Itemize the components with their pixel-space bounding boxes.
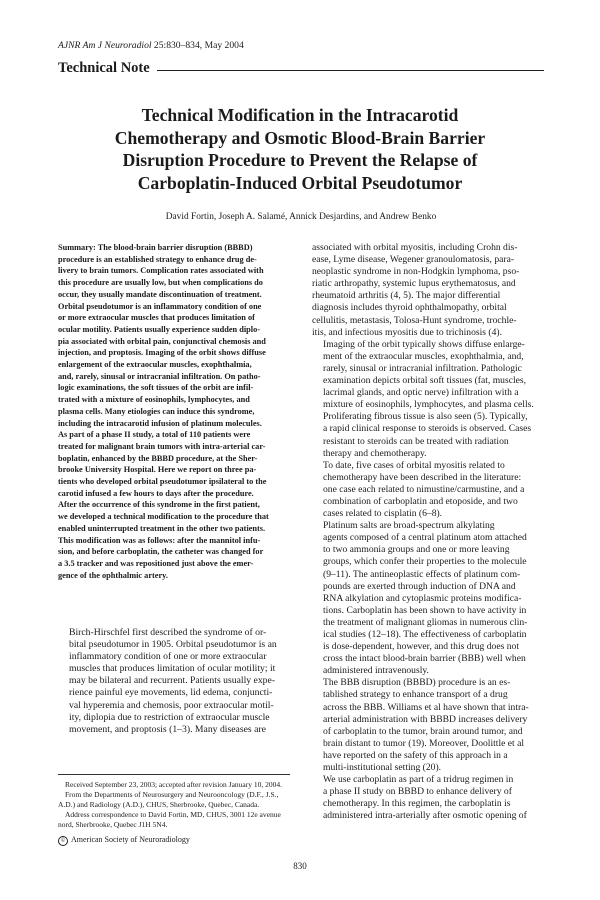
body-line: administered intra-arterially after osmotic opening of bbox=[323, 810, 527, 822]
body-paragraph bbox=[312, 774, 546, 822]
abstract-line: After the occurrence of this syndrome in the first patient, bbox=[58, 500, 260, 510]
body-paragraph bbox=[312, 460, 546, 520]
abstract-line: treated for malignant brain tumors with intra-arterial car- bbox=[58, 441, 266, 451]
body-line: rience painful eye movements, lid edema, conjuncti- bbox=[69, 687, 273, 699]
abstract-line: carotid infused a few hours to days after the procedure. bbox=[58, 488, 254, 498]
abstract-line: enabled uninterrupted treatment in the other two patients. bbox=[58, 523, 266, 533]
copyright-text: American Society of Neuroradiology bbox=[71, 835, 190, 844]
body-line: To date, five cases of orbital myositis related to bbox=[323, 459, 505, 471]
body-line: itis, and infectious myositis due to trichinosis (4). bbox=[312, 326, 502, 338]
author-list: David Fortin, Joseph A. Salamé, Annick Desjardins, and Andrew Benko bbox=[165, 212, 437, 222]
body-line: resistant to steroids can be treated with radiation bbox=[323, 435, 509, 447]
page-number: 830 bbox=[293, 861, 307, 871]
body-line: Platinum salts are broad-spectrum alkylating bbox=[323, 520, 495, 532]
body-paragraph bbox=[312, 339, 546, 460]
body-line: rheumatoid arthritis (4, 5). The major differential bbox=[312, 290, 501, 302]
body-line: cases related to cisplatin (6–8). bbox=[323, 508, 443, 520]
introduction-paragraph bbox=[58, 627, 294, 736]
abstract-line: Orbital pseudotumor is an inflammatory condition of one bbox=[58, 301, 262, 311]
body-line: brain distant to tumor (19). Moreover, Doolittle et al bbox=[323, 737, 525, 749]
journal-citation bbox=[58, 40, 244, 51]
body-line: of carboplatin to the tumor, brain around tumor, and bbox=[323, 725, 523, 737]
body-line: RNA alkylation and cytoplasmic proteins modifica- bbox=[323, 592, 522, 604]
body-line: a rapid clinical response to steroids is observed. Cases bbox=[323, 423, 532, 435]
abstract-line: a 3.5 tracker and was repositioned just above the emer- bbox=[58, 558, 254, 568]
body-line: Proliferating fibrous tissue is also seen (5). Typically, bbox=[323, 411, 528, 423]
body-line: The BBB disruption (BBBD) procedure is an es- bbox=[323, 677, 511, 689]
body-line: lacrimal glands, and optic nerve) infiltration with a bbox=[323, 387, 519, 399]
body-line: therapy and chemotherapy. bbox=[323, 447, 427, 459]
abstract-line: and, rarely, sinusal or intracranial infiltration. On patho- bbox=[58, 371, 261, 381]
footnotes bbox=[58, 780, 294, 830]
body-line: val hyperemia and chemosis, poor extraocular motil- bbox=[69, 699, 274, 711]
body-line: ical studies (12–18). The effectiveness of carboplatin bbox=[323, 629, 527, 640]
copyright-notice bbox=[58, 835, 190, 846]
abstract-line: occur, they usually mandate discontinuation of treatment. bbox=[58, 289, 262, 299]
body-line: to two ammonia groups and one or more leaving bbox=[323, 544, 510, 556]
abstract-line: procedure is an established strategy to enhance drug de- bbox=[58, 254, 257, 264]
body-line: inflammatory condition of one or more extraocular bbox=[69, 651, 267, 663]
body-line: chemotherapy. In this regimen, the carboplatin is bbox=[323, 798, 511, 810]
body-line: cross the intact blood-brain barrier (BBB) well when bbox=[323, 653, 526, 665]
abstract-line: boplatin, enhanced by the BBBD procedure, at the Sher- bbox=[58, 453, 258, 463]
abstract-line: we developed a technical modification to the procedure that bbox=[58, 512, 269, 522]
body-line: cellulitis, metastasis, Tolosa-Hunt syndrome, trochle- bbox=[312, 314, 517, 326]
abstract-line: including the intracarotid infusion of platinum molecules. bbox=[58, 418, 262, 428]
body-line: the treatment of malignant gliomas in numerous clin- bbox=[323, 616, 528, 628]
body-line: examination depicts orbital soft tissues (fat, muscles, bbox=[323, 375, 527, 387]
title-line: Chemotherapy and Osmotic Blood-Brain Barrier bbox=[114, 127, 486, 148]
body-line: combination of carboplatin and etoposide, and two bbox=[323, 495, 518, 507]
body-line: a phase II study on BBBD to enhance delivery of bbox=[323, 786, 512, 798]
body-line: Birch-Hirschfel first described the syndrome of or- bbox=[69, 627, 267, 638]
body-line: ment of the extraocular muscles, exophthalmia, and, bbox=[323, 350, 524, 362]
abstract-line: ocular motility. Patients usually experience sudden diplo- bbox=[58, 324, 260, 334]
abstract-line: this procedure are usually low, but when complications do bbox=[58, 278, 263, 288]
body-line: muscles that produces limitation of ocular motility; it bbox=[69, 663, 276, 675]
section-label: Technical Note bbox=[58, 60, 150, 76]
body-line: across the BBB. Williams et al have shown that intra- bbox=[323, 701, 529, 713]
body-line: We use carboplatin as part of a tridrug regimen in bbox=[323, 774, 514, 786]
journal-issue: 25:830–834, May 2004 bbox=[151, 40, 244, 51]
body-paragraph bbox=[312, 242, 546, 339]
right-column bbox=[312, 242, 546, 823]
body-line: diagnosis includes thyroid ophthalmopathy, orbital bbox=[312, 302, 507, 314]
body-line: bital pseudotumor in 1905. Orbital pseudotumor is an bbox=[69, 639, 277, 651]
footnote: Address correspondence to David Fortin, MD, CHUS, 3001 12e avenue nord, Sherbrooke, Quebec J1H 5N4. bbox=[58, 810, 281, 829]
abstract bbox=[58, 242, 294, 581]
footnote: From the Departments of Neurosurgery and Neurooncology (D.F., J.S., A.D.) and Radiology (A.D.), CHUS, Sherbrooke, Quebec, Canada. bbox=[58, 790, 279, 809]
body-line: movement, and proptosis (1–3). Many diseases are bbox=[69, 723, 266, 735]
title-line: Disruption Procedure to Prevent the Relapse of bbox=[122, 150, 478, 171]
body-line: chemotherapy have been described in the literature: bbox=[323, 471, 522, 483]
article-title bbox=[70, 104, 530, 194]
abstract-line: Summary: The blood-brain barrier disruption (BBBD) bbox=[58, 243, 253, 252]
footnote: Received September 23, 2003; accepted after revision January 10, 2004. bbox=[65, 780, 283, 789]
abstract-line: enlargement of the extraocular muscles, exophthalmia, bbox=[58, 360, 252, 370]
abstract-line: brooke University Hospital. Here we report on three pa- bbox=[58, 465, 257, 475]
abstract-line: injection, and proptosis. Imaging of the orbit shows diffuse bbox=[58, 348, 266, 358]
abstract-line: plasma cells. Many etiologies can induce this syndrome, bbox=[58, 406, 255, 416]
abstract-line: or more extraocular muscles that produces limitation of bbox=[58, 313, 255, 323]
abstract-line: logic examinations, the soft tissues of the orbit are infil- bbox=[58, 383, 254, 393]
body-line: one case each related to nimustine/carmustine, and a bbox=[323, 483, 525, 495]
body-line: associated with orbital myositis, including Crohn dis- bbox=[312, 242, 518, 253]
title-line: Technical Modification in the Intracarotid bbox=[141, 105, 459, 125]
body-line: multi-institutional setting (20). bbox=[323, 762, 442, 774]
section-rule bbox=[157, 70, 544, 71]
body-line: ity, diplopia due to restriction of extraocular muscle bbox=[69, 711, 270, 723]
body-line: tablished strategy to enhance transport of a drug bbox=[323, 689, 508, 701]
body-line: may be bilateral and recurrent. Patients usually expe- bbox=[69, 675, 276, 687]
abstract-line: gence of the ophthalmic artery. bbox=[58, 570, 168, 580]
abstract-line: livery to brain tumors. Complication rates associated with bbox=[58, 266, 264, 276]
body-line: have reported on the safety of this approach in a bbox=[323, 749, 508, 761]
body-line: administered intravenously. bbox=[323, 665, 429, 677]
section-header bbox=[58, 60, 544, 77]
body-paragraph bbox=[312, 677, 546, 774]
intro-paragraph bbox=[58, 627, 294, 736]
abstract-line: pia associated with orbital pain, conjunctival chemosis and bbox=[58, 336, 266, 346]
journal-name: AJNR Am J Neuroradiol bbox=[58, 40, 152, 51]
abstract-line: trated with a mixture of eosinophils, lymphocytes, and bbox=[58, 395, 250, 405]
abstract-line: tients who developed orbital pseudotumor ipsilateral to the bbox=[58, 477, 267, 487]
body-line: ease, Lyme disease, Wegener granoulomatosis, para- bbox=[312, 254, 515, 266]
body-line: rarely, sinusal or intracranial infiltration. Pathologic bbox=[323, 362, 522, 374]
body-line: (9–11). The antineoplastic effects of platinum com- bbox=[323, 568, 521, 580]
body-line: pounds are exerted through induction of DNA and bbox=[323, 580, 516, 592]
body-paragraph bbox=[312, 520, 546, 677]
abstract-line: This modification was as follows: after the mannitol infu- bbox=[58, 535, 261, 545]
copyright-icon: © bbox=[58, 836, 68, 846]
body-line: Imaging of the orbit typically shows diffuse enlarge- bbox=[323, 338, 525, 350]
body-line: riatic arthropathy, systemic lupus erythematosus, and bbox=[312, 278, 516, 290]
body-line: tions. Carboplatin has been shown to have activity in bbox=[323, 604, 527, 616]
body-line: mixture of eosinophils, lymphocytes, and plasma cells. bbox=[323, 399, 534, 411]
body-line: groups, which confer their properties to the molecule bbox=[323, 556, 527, 568]
abstract-line: As part of a phase II study, a total of 110 patients were bbox=[58, 430, 251, 440]
abstract-line: sion, and before carboplatin, the catheter was changed for bbox=[58, 547, 264, 557]
body-line: is dose-dependent, however, and this drug does not bbox=[323, 641, 519, 653]
body-line: agents composed of a central platinum atom attached bbox=[323, 532, 527, 544]
title-line: Carboplatin-Induced Orbital Pseudotumor bbox=[137, 172, 463, 193]
body-line: arterial administration with BBBD increases delivery bbox=[323, 713, 528, 725]
footnote-rule bbox=[58, 774, 290, 775]
body-line: neoplastic syndrome in non-Hodgkin lymphoma, pso- bbox=[312, 266, 520, 278]
